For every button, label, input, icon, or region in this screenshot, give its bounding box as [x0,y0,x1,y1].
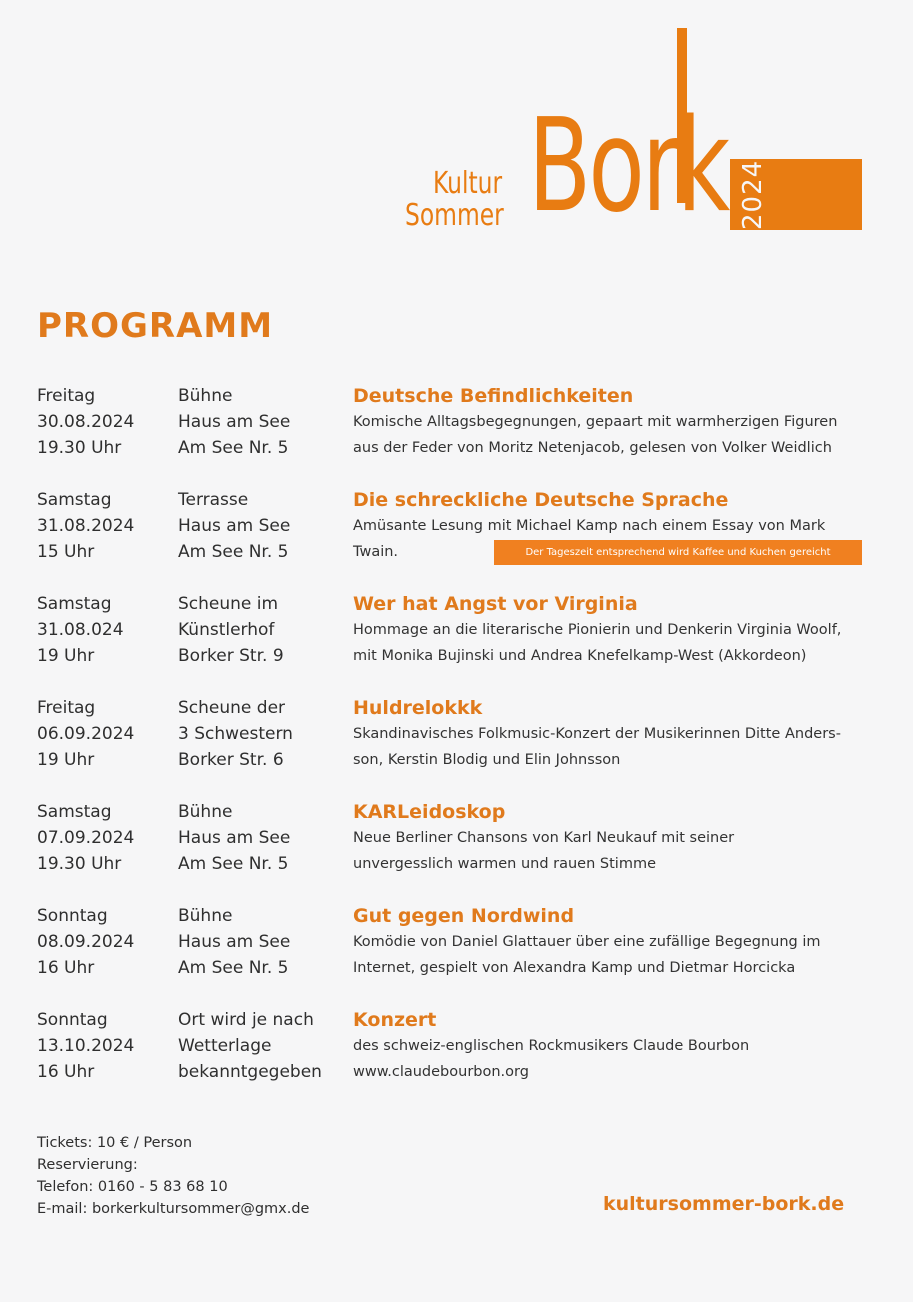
event-description-line: des schweiz-englischen Rockmusikers Claude Bourbon [353,1038,750,1054]
phone-text[interactable]: Telefon: 0160 - 5 83 68 10 [37,1179,228,1195]
tickets-text: Tickets: 10 € / Person [37,1135,193,1151]
event-details [353,903,883,981]
event-venue [178,383,350,461]
venue-line: Borker Str. 6 [178,750,284,770]
event-day: Sonntag [37,1010,108,1030]
event-when [37,487,177,565]
event-description-line: Komische Alltagsbegegnungen, gepaart mit warmherzigen Figuren [353,414,838,430]
reservation-text: Reservierung: [37,1157,138,1173]
venue-line: Künstlerhof [178,620,275,640]
email-text[interactable]: E-mail: borkerkultursommer@gmx.de [37,1201,310,1217]
venue-line: Borker Str. 9 [178,646,284,666]
event-row [0,383,913,479]
event-title: Deutsche Befindlichkeiten [353,385,634,407]
event-date: 07.09.2024 [37,828,135,848]
logo-sommer: Sommer [405,198,504,233]
venue-line: Haus am See [178,412,291,432]
event-description-line: Hommage an die literarische Pionierin und Denkerin Virginia Woolf, [353,622,842,638]
event-description-line: www.claudebourbon.org [353,1064,529,1080]
event-venue [178,487,350,565]
event-time: 19.30 Uhr [37,438,122,458]
event-time: 19.30 Uhr [37,854,122,874]
event-title: Wer hat Angst vor Virginia [353,593,638,615]
event-row [0,695,913,791]
logo-bork: Bork [528,92,728,241]
event-title: Die schreckliche Deutsche Sprache [353,489,729,511]
event-description-line: Skandinavisches Folkmusic-Konzert der Musikerinnen Ditte Anders- [353,726,841,742]
logo-year: 2024 [738,159,768,230]
event-date: 13.10.2024 [37,1036,135,1056]
event-details [353,1007,883,1085]
event-day: Samstag [37,490,112,510]
logo [400,28,870,241]
event-time: 19 Uhr [37,646,95,666]
event-date: 08.09.2024 [37,932,135,952]
event-day: Sonntag [37,906,108,926]
event-time: 19 Uhr [37,750,95,770]
event-description-line: Amüsante Lesung mit Michael Kamp nach einem Essay von Mark [353,518,826,534]
event-day: Freitag [37,386,96,406]
event-when [37,695,177,773]
event-date: 30.08.2024 [37,412,135,432]
event-venue [178,695,350,773]
event-description-line: aus der Feder von Moritz Netenjacob, gelesen von Volker Weidlich [353,440,832,456]
event-venue [178,1007,350,1085]
venue-line: Bühne [178,386,233,406]
event-title: KARLeidoskop [353,801,506,823]
venue-line: Haus am See [178,828,291,848]
venue-line: bekanntgegeben [178,1062,322,1082]
venue-line: Scheune der [178,698,286,718]
footer-info [37,1132,309,1220]
venue-line: Bühne [178,802,233,822]
event-description-line: unvergesslich warmen und rauen Stimme [353,856,656,872]
event-date: 06.09.2024 [37,724,135,744]
event-when [37,1007,177,1085]
venue-line: Am See Nr. 5 [178,958,289,978]
event-date: 31.08.2024 [37,516,135,536]
event-when [37,799,177,877]
venue-line: Am See Nr. 5 [178,438,289,458]
event-description-line: Komödie von Daniel Glattauer über eine zufällige Begegnung im [353,934,821,950]
event-day: Samstag [37,802,112,822]
venue-line: Scheune im [178,594,279,614]
event-title: Konzert [353,1009,437,1031]
event-description-line: son, Kerstin Blodig und Elin Johnsson [353,752,621,768]
event-venue [178,591,350,669]
event-row [0,487,913,583]
event-time: 16 Uhr [37,958,95,978]
event-venue [178,903,350,981]
event-description-line: Neue Berliner Chansons von Karl Neukauf mit seiner [353,830,735,846]
website-link[interactable]: kultursommer-bork.de [603,1193,845,1215]
venue-line: Ort wird je nach [178,1010,314,1030]
event-details [353,383,883,461]
event-description-line: mit Monika Bujinski und Andrea Knefelkamp-West (Akkordeon) [353,648,807,664]
event-title: Huldrelokkk [353,697,483,719]
event-when [37,591,177,669]
event-row [0,591,913,687]
event-details [353,591,883,669]
event-description-line: Twain. [353,544,399,560]
event-title: Gut gegen Nordwind [353,905,575,927]
event-details [353,695,883,773]
event-description-line: Internet, gespielt von Alexandra Kamp und Dietmar Horcicka [353,960,796,976]
event-row [0,1007,913,1103]
venue-line: Am See Nr. 5 [178,854,289,874]
event-when [37,383,177,461]
page-title: PROGRAMM [37,306,274,346]
venue-line: Wetterlage [178,1036,272,1056]
logo-kultur: Kultur [433,166,503,201]
venue-line: Haus am See [178,932,291,952]
event-day: Freitag [37,698,96,718]
note-badge: Der Tageszeit entsprechend wird Kaffee und Kuchen gereicht [494,540,862,565]
venue-line: Bühne [178,906,233,926]
venue-line: Haus am See [178,516,291,536]
venue-line: Terrasse [178,490,249,510]
event-time: 16 Uhr [37,1062,95,1082]
venue-line: Am See Nr. 5 [178,542,289,562]
event-time: 15 Uhr [37,542,95,562]
event-date: 31.08.024 [37,620,124,640]
event-venue [178,799,350,877]
event-row [0,799,913,895]
event-row [0,903,913,999]
venue-line: 3 Schwestern [178,724,293,744]
event-details [353,799,883,877]
event-day: Samstag [37,594,112,614]
event-when [37,903,177,981]
